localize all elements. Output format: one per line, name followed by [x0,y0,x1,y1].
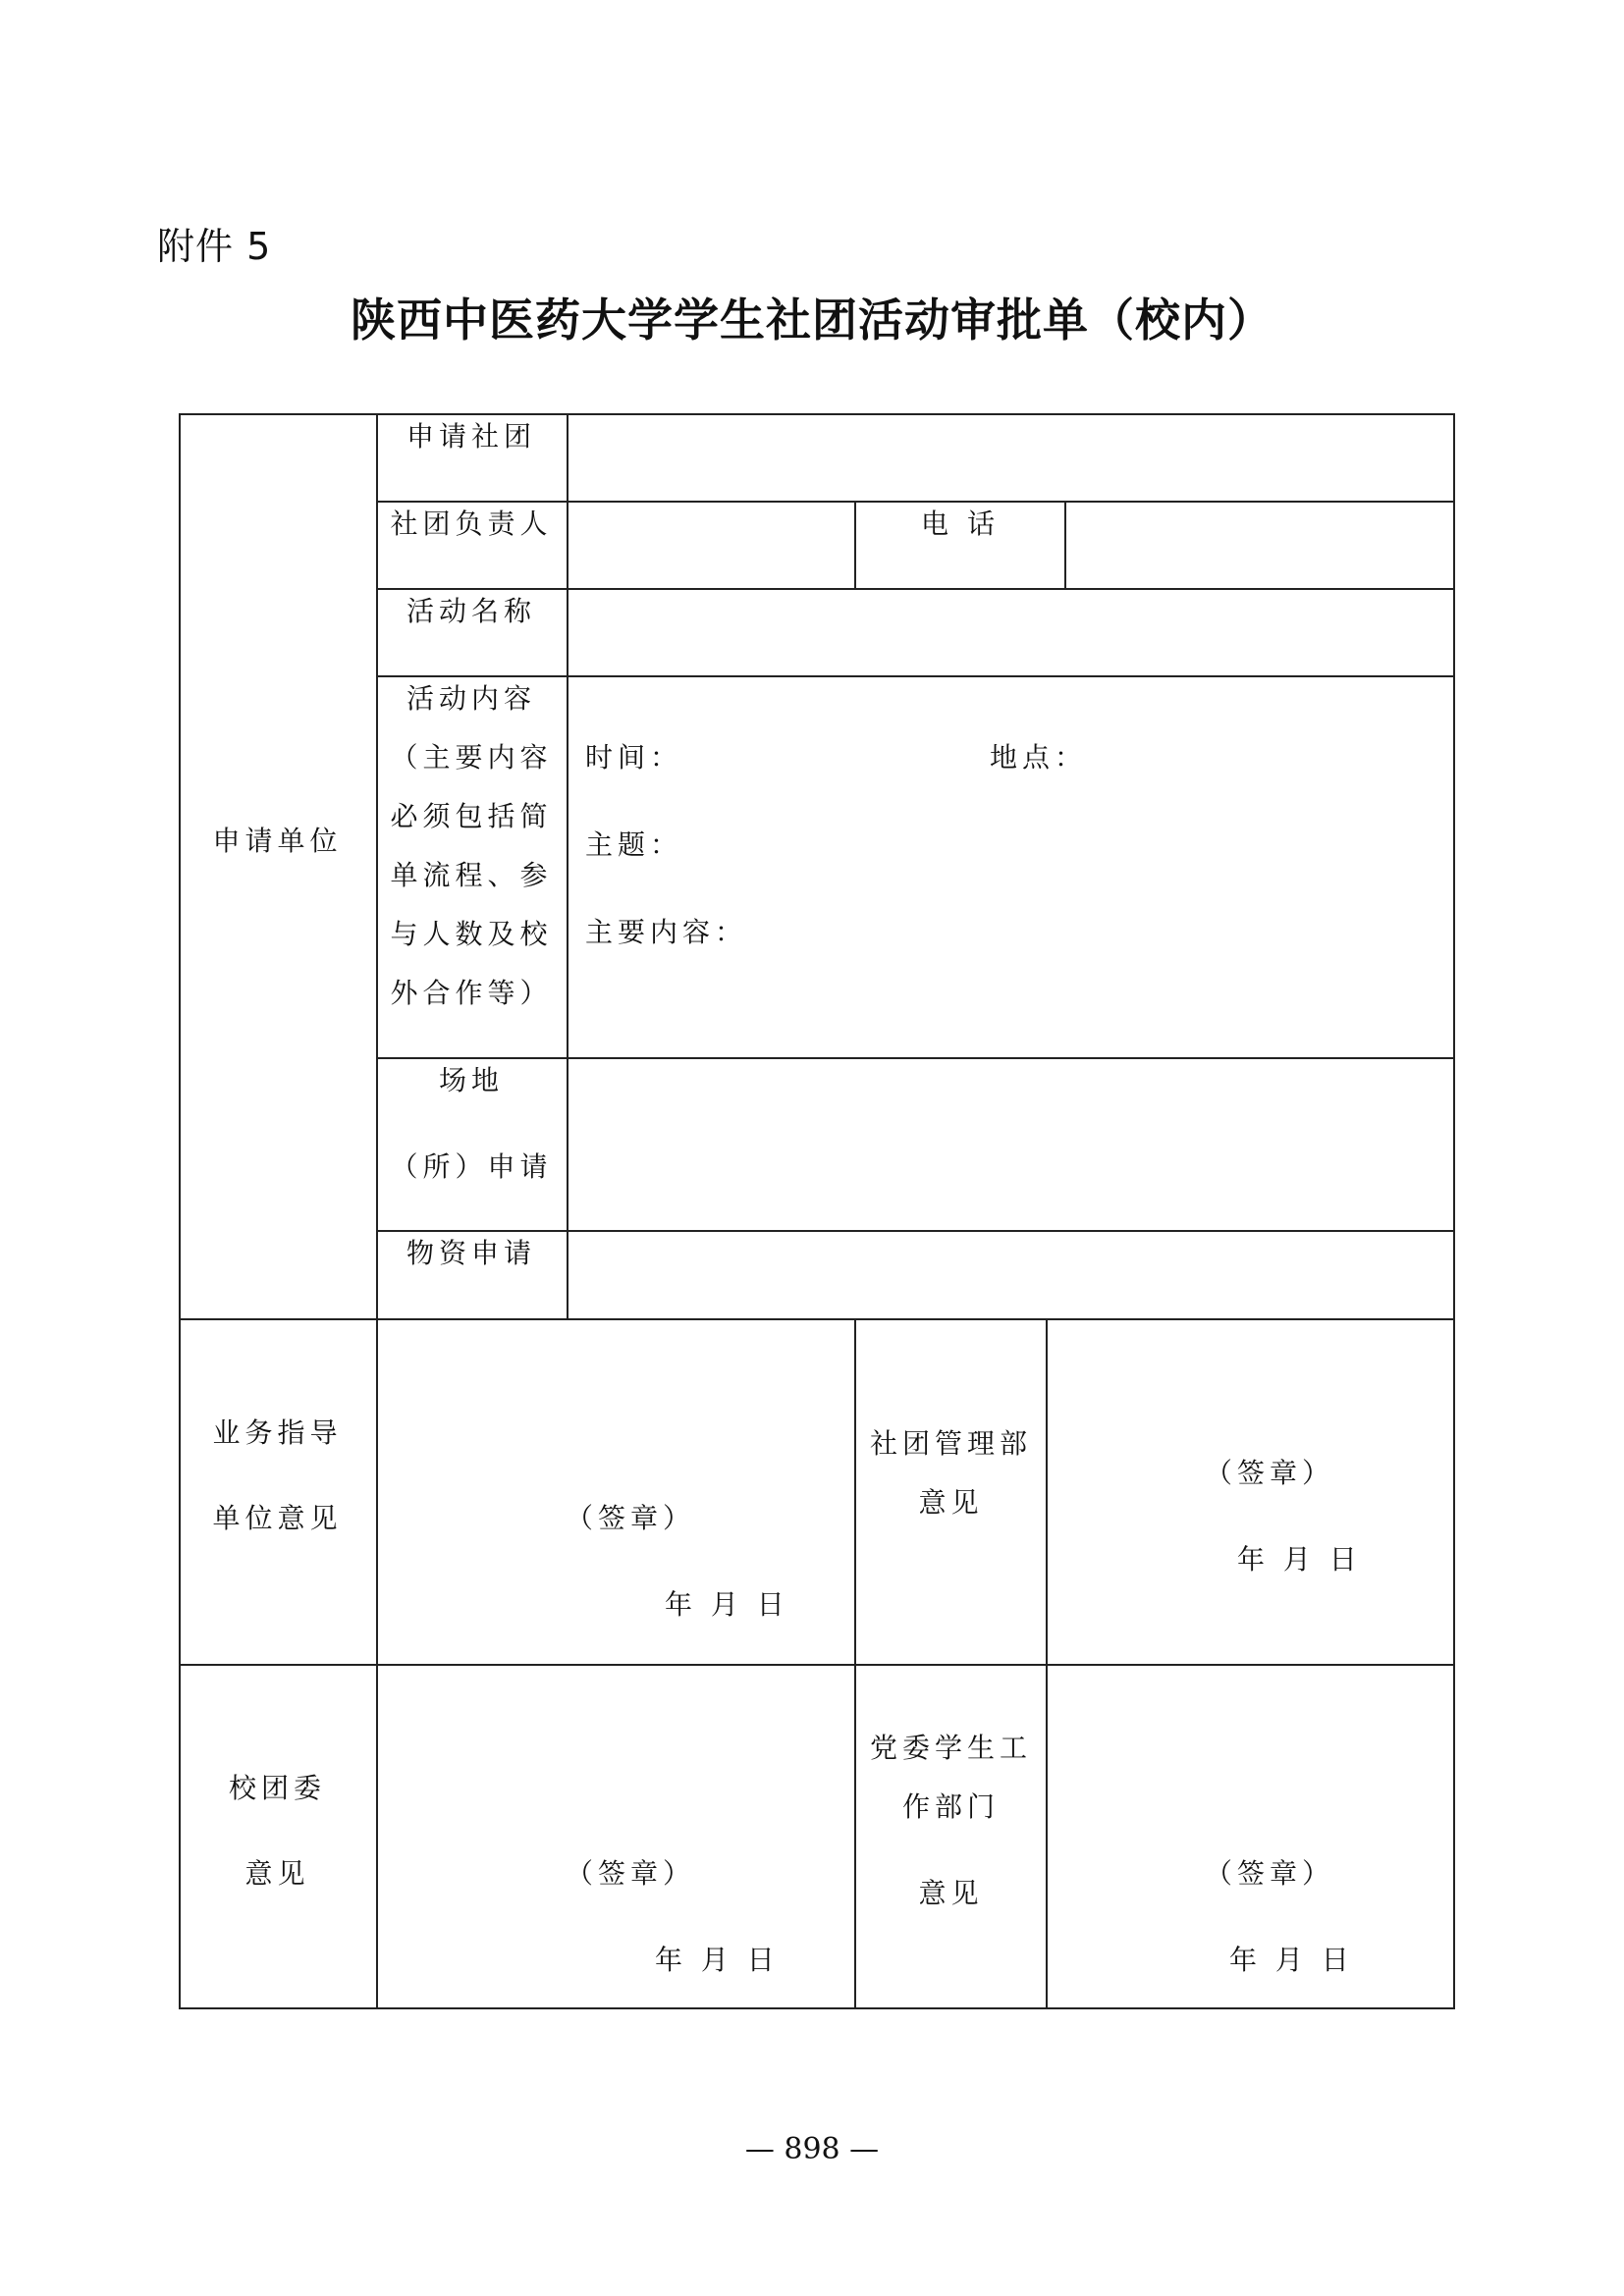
page-number: — 898 — [744,2132,880,2166]
guidance-unit-label-line: 单位意见 [212,1502,343,1534]
club-leader-label: 社团负责人 [390,507,553,540]
phone-label: 电 话 [921,507,1000,540]
date-line: 年 月 日 [655,1944,780,1976]
club-name-label: 申请社团 [406,420,536,453]
venue-label-line: 场地 [438,1064,504,1096]
border-bottom [179,2007,1455,2009]
activity-name-label: 活动名称 [406,595,536,627]
activity-content-label-line: （主要内容 [390,741,553,774]
approval-form-table [179,413,1455,2009]
club-mgmt-label-line: 意见 [918,1486,984,1519]
divider [376,1057,1455,1059]
divider [179,1318,1455,1320]
divider [376,675,1455,677]
youth-league-label-line: 意见 [244,1857,310,1890]
party-student-dept-label-line: 党委学生工 [869,1732,1032,1764]
divider [1064,501,1066,588]
topic-label: 主题： [585,828,683,861]
divider [567,413,568,1318]
seal-label: （签章） [566,1857,696,1890]
divider [1046,1318,1048,2009]
date-line: 年 月 日 [1229,1944,1354,1976]
date-line: 年 月 日 [1237,1543,1362,1575]
party-student-dept-label-line: 作部门 [901,1790,1000,1823]
seal-label: （签章） [1205,1857,1335,1890]
activity-content-label-line: 单流程、参 [390,859,553,891]
divider [376,588,1455,590]
time-label: 时间： [585,741,683,774]
border-top [179,413,1455,415]
border-right [1453,413,1455,2009]
divider [179,1664,1455,1666]
materials-label: 物资申请 [406,1237,536,1269]
place-label: 地点： [990,741,1088,774]
divider [376,413,378,2009]
applicant-unit-label: 申请单位 [212,825,343,857]
guidance-unit-label-line: 业务指导 [212,1416,343,1449]
divider [376,501,1455,503]
activity-content-label-line: 外合作等） [390,977,553,1009]
club-mgmt-label-line: 社团管理部 [869,1427,1032,1460]
seal-label: （签章） [566,1502,696,1534]
activity-content-label-line: 活动内容 [406,682,536,715]
seal-label: （签章） [1205,1457,1335,1489]
divider [376,1230,1455,1232]
attachment-label: 附件 5 [157,225,272,268]
date-line: 年 月 日 [665,1588,789,1621]
form-title: 陕西中医药大学学生社团活动审批单（校内） [351,294,1273,347]
activity-content-label-line: 与人数及校 [390,918,553,950]
party-student-dept-label-line: 意见 [918,1877,984,1909]
activity-content-label-line: 必须包括简 [390,800,553,832]
youth-league-label-line: 校团委 [228,1772,326,1804]
venue-label-line: （所）申请 [390,1150,553,1183]
main-content-label: 主要内容： [585,916,748,948]
